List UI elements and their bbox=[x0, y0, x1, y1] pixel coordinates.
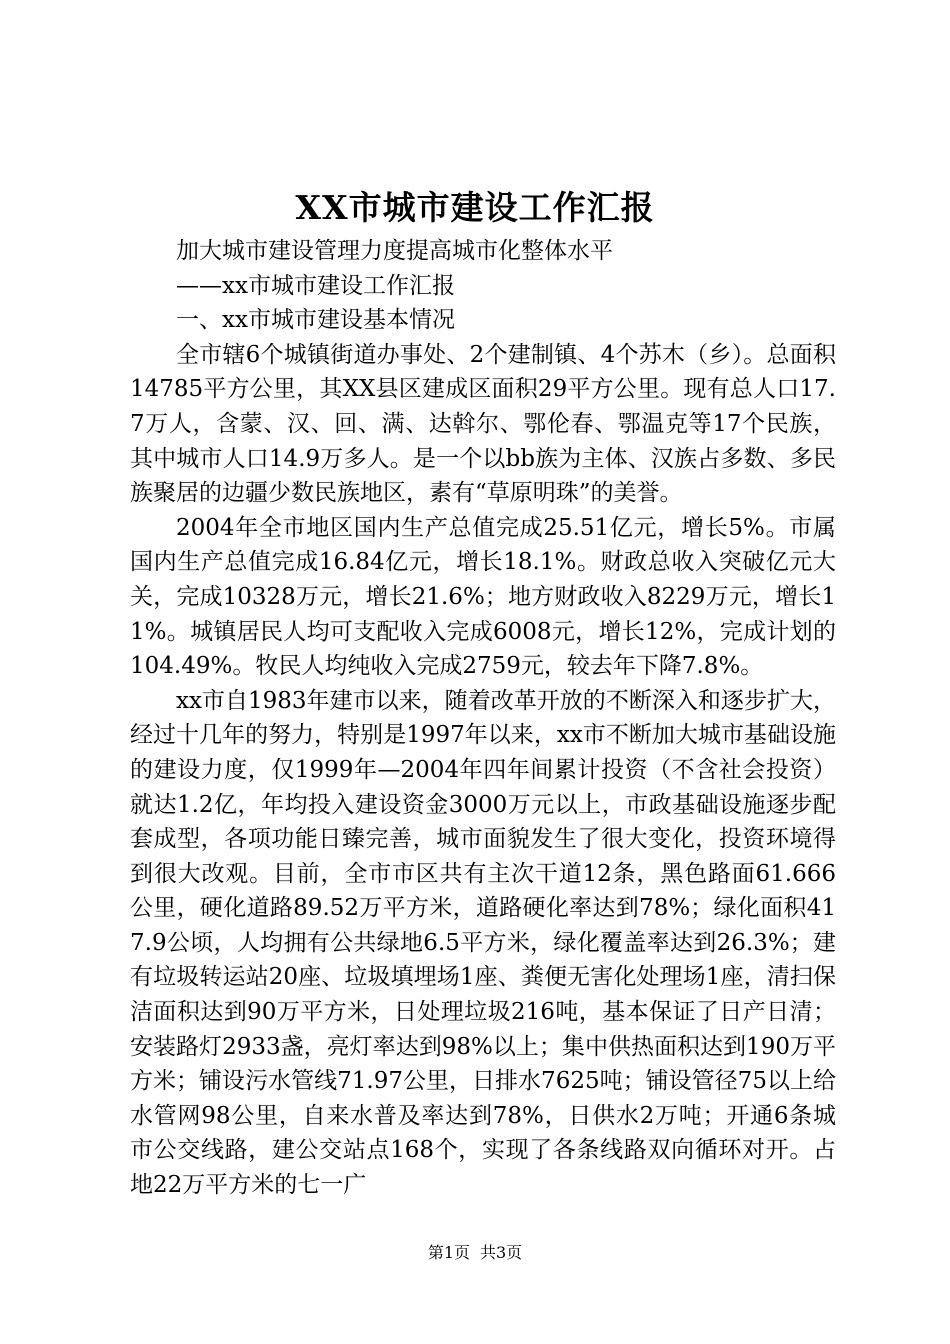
paragraph-overview: 全市辖6个城镇街道办事处、2个建制镇、4个苏木（乡）。总面积14785平方公里，其XX县区建成区面积29平方公里。现有总人口17.7万人，含蒙、汉、回、满、达斡尔、鄂伦春、鄂温克等17个民族，其中城市人口14.9万多人。是一个以bb族为主体、汉族占多数、多民族聚居的边疆少数民族地区，素有“草原明珠”的美誉。 bbox=[130, 341, 836, 507]
page-number: 第1页 bbox=[427, 1243, 470, 1262]
document-title: XX市城市建设工作汇报 bbox=[295, 188, 655, 227]
paragraph-economy: 2004年全市地区国内生产总值完成25.51亿元，增长5%。市属国内生产总值完成16.84亿元，增长18.1%。财政总收入突破亿元大关，完成10328万元，增长21.6%；地方财政收入8229万元，增长11%。城镇居民人均可支配收入完成6008元，增长12%，完成计划的104.49%。牧民人均纯收入完成2759元，较去年下降7.8%。 bbox=[130, 514, 836, 680]
document-byline: ——xx市城市建设工作汇报 bbox=[176, 272, 455, 299]
document-subtitle: 加大城市建设管理力度提高城市化整体水平 bbox=[176, 238, 613, 264]
page-total: 共3页 bbox=[480, 1243, 523, 1262]
section-heading: 一、xx市城市建设基本情况 bbox=[176, 307, 455, 334]
paragraph-infrastructure: xx市自1983年建市以来，随着改革开放的不断深入和逐步扩大，经过十几年的努力，特别是1997年以来，xx市不断加大城市基础设施的建设力度，仅1999年—2004年四年间累计投资（不含社会投资）就达1.2亿，年均投入建设资金3000万元以上，市政基础设施逐步配套成型，各项功能日臻完善，城市面貌发生了很大变化，投资环境得到很大改观。目前，全市市区共有主次干道12条，黑色路面61.666公里，硬化道路89.52万平方米，道路硬化率达到78%；绿化面积417.9公顷，人均拥有公共绿地6.5平方米，绿化覆盖率达到26.3%；建有垃圾转运站20座、垃圾填埋场1座、粪便无害化处理场1座，清扫保洁面积达到90万平方米，日处理垃圾216吨，基本保证了日产日清；安装路灯2933盏，亮灯率达到98%以上；集中供热面积达到190万平方米；铺设污水管线71.97公里，日排水7625吨；铺设管径75以上给水管网98公里，自来水普及率达到78%，日供水2万吨；开通6条城市公交线路，建公交站点168个，实现了各条线路双向循环对开。占地22万平方米的七一广 bbox=[130, 687, 836, 1199]
document-body bbox=[130, 234, 836, 1203]
page-footer bbox=[0, 1242, 950, 1264]
